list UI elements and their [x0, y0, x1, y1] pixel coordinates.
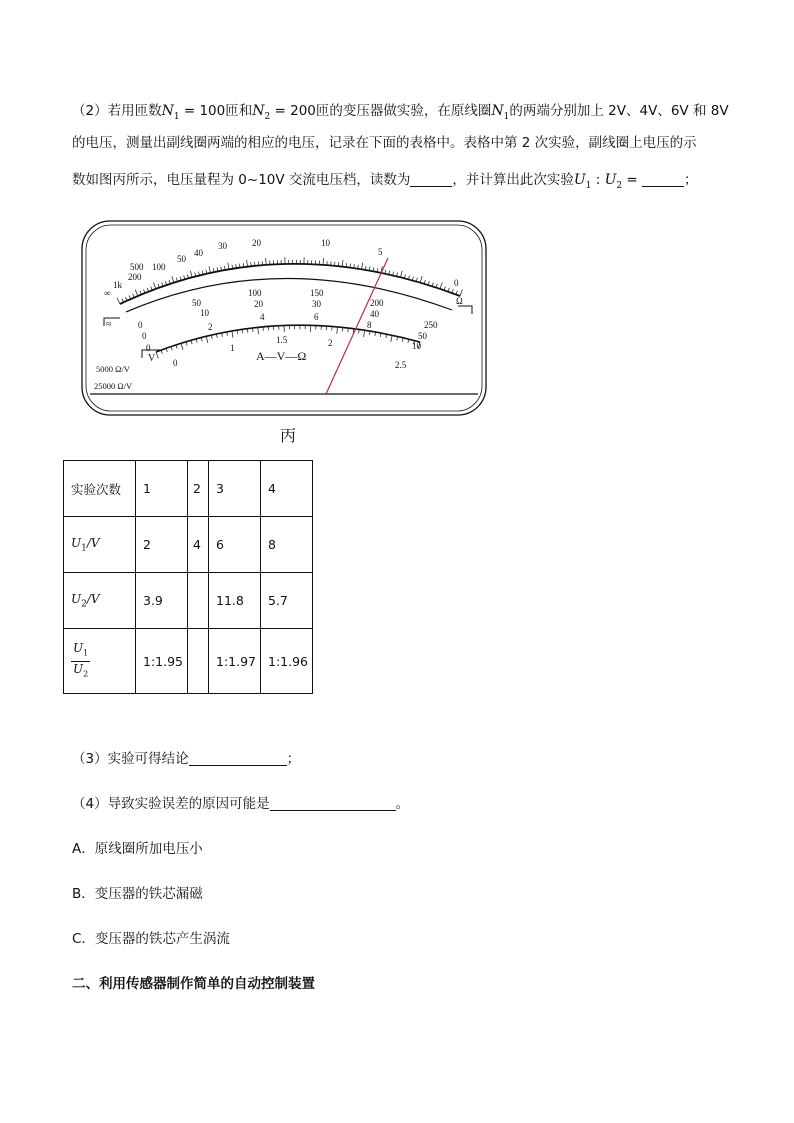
table-row [64, 629, 313, 694]
ac-arc [156, 325, 420, 352]
dc-label: 200 [370, 298, 384, 308]
punctuation: 。 [395, 796, 410, 812]
figure-caption: 丙 [280, 426, 297, 445]
q2-text: ，并计算出此次实验 [452, 172, 574, 188]
scale-tick [342, 260, 343, 267]
ac-label: 0 [146, 343, 151, 353]
table-cell: 1:1.95 [136, 629, 188, 694]
question4 [72, 794, 409, 814]
scale-tick [190, 271, 192, 278]
scale-tick [156, 352, 158, 358]
table-header-cell: 3 [209, 461, 261, 517]
mid-label: 50 [418, 331, 427, 341]
scale-tick [364, 330, 365, 337]
ohm-label: ∞ [104, 288, 111, 298]
n1-symbol: $N_1$ [161, 103, 180, 122]
scale-tick [206, 336, 208, 343]
table-cell: 6 [209, 517, 261, 573]
equals-sign: = [622, 172, 643, 188]
svg-text:Ω: Ω [456, 296, 463, 306]
row-label-u2: $U_2/V$ [64, 573, 136, 629]
n2-value: = 200 [270, 103, 316, 119]
scale-tick [153, 283, 155, 289]
row-label-u1: $U_1/V$ [64, 517, 136, 573]
ohm-label: 200 [128, 272, 142, 282]
ohm-label: 20 [252, 238, 261, 248]
dc-label: 250 [424, 320, 438, 330]
q2-text: 匝的变压器做实验，在原线圈 [315, 103, 492, 119]
scale-tick [258, 327, 259, 334]
ohm-label: 10 [321, 238, 330, 248]
scale-tick [232, 331, 233, 338]
mid-label: 40 [370, 309, 379, 319]
question3 [72, 749, 300, 769]
ohm-arc [120, 264, 460, 304]
q2-text: 数如图丙所示，电压量程为 0~10V 交流电压档，读数为 [72, 172, 411, 188]
table-cell: 1:1.96 [261, 629, 313, 694]
section-heading: 二、利用传感器制作简单的自动控制装置 [72, 976, 315, 992]
data-table [63, 460, 313, 694]
ratio-separator: : [591, 172, 605, 188]
scale-tick [440, 282, 442, 288]
q4-text: （4）导致实验误差的原因可能是 [72, 796, 270, 812]
spec-sensitivity-1: 5000 Ω/V [96, 364, 130, 374]
ac-range-marker [104, 318, 120, 330]
scale-tick [117, 298, 120, 304]
n1-symbol: $N_1$ [491, 103, 510, 122]
ohm-label: 1k [113, 280, 122, 290]
table-row [64, 517, 313, 573]
ac-label: 10 [412, 341, 421, 351]
ohm-label: 30 [218, 241, 227, 251]
table-cell: 2 [136, 517, 188, 573]
error-cause-blank[interactable] [270, 796, 396, 811]
u1-symbol: $U_1$ [573, 172, 592, 191]
ohm-label: 0 [454, 278, 459, 288]
ratio-fraction: $\frac{U_1}{U_2}$ [73, 641, 89, 678]
scale-tick [420, 276, 422, 283]
table-header-cell: 实验次数 [64, 461, 136, 517]
center-label: A—V—Ω [256, 349, 307, 363]
spec-sensitivity-2: 25000 Ω/V [94, 381, 133, 391]
dc-label: 100 [248, 288, 262, 298]
reading-blank[interactable] [410, 172, 452, 187]
scale-tick [135, 290, 138, 296]
meter-inner-frame [86, 225, 482, 411]
table-row [64, 573, 313, 629]
ohm-label: 40 [194, 248, 203, 258]
ac-label: 8 [367, 320, 372, 330]
q2-text: 若用匝数 [107, 103, 162, 119]
option-b[interactable]: B．变压器的铁芯漏磁 [72, 886, 203, 902]
scale-tick [337, 327, 338, 334]
scale-tick [362, 263, 363, 270]
ac-label: 4 [260, 312, 265, 322]
punctuation: ； [286, 751, 301, 767]
option-c[interactable]: C．变压器的铁芯产生涡流 [72, 931, 230, 947]
n2-symbol: $N_2$ [252, 103, 271, 122]
ohm-label: 100 [152, 262, 166, 272]
ohm-label: 500 [130, 262, 144, 272]
table-header-cell: 2 [188, 461, 209, 517]
low-label: 0 [173, 358, 178, 368]
dc-scale-labels [138, 288, 438, 330]
u2-symbol: $U_2$ [604, 172, 623, 191]
mid-label: 10 [200, 308, 209, 318]
dc-label: 0 [138, 320, 143, 330]
q3-text: （3）实验可得结论 [72, 751, 189, 767]
table-cell: 1:1.97 [209, 629, 261, 694]
scale-tick [172, 276, 174, 282]
ac-label: 6 [314, 312, 319, 322]
option-a[interactable]: A．原线圈所加电压小 [72, 841, 203, 857]
question2-line2: 的电压，测量出副线圈两端的相应的电压，记录在下面的表格中。表格中第 2 次实验，副线圈上电压的示 [72, 135, 697, 151]
punctuation: ； [684, 172, 698, 188]
table-cell: 5.7 [261, 573, 313, 629]
row-label-ratio [64, 629, 136, 694]
mid-label: 20 [254, 299, 263, 309]
scale-tick [391, 335, 392, 342]
question2-line1 [72, 101, 729, 127]
table-cell: 11.8 [209, 573, 261, 629]
scale-tick [209, 266, 210, 273]
table-cell-empty[interactable] [188, 629, 209, 694]
scale-tick [401, 271, 403, 278]
low-label: 2 [328, 338, 333, 348]
q2-text: 匝和 [225, 103, 253, 119]
mid-label: 0 [142, 331, 147, 341]
ohm-label: 5 [378, 247, 383, 257]
question2-line3 [72, 170, 698, 196]
dc-label: 150 [310, 288, 324, 298]
dc-label: 50 [192, 298, 201, 308]
svg-text:V: V [148, 353, 156, 364]
low-label: 1 [230, 343, 235, 353]
table-row [64, 461, 313, 517]
scale-tick [247, 260, 248, 267]
table-cell-empty[interactable] [188, 573, 209, 629]
mid-label: 30 [312, 299, 321, 309]
n1-value: = 100 [179, 103, 226, 119]
q2-text: 的两端分别加上 2V、4V、6V 和 8V [509, 103, 729, 119]
table-header-cell: 1 [136, 461, 188, 517]
table-cell: 8 [261, 517, 313, 573]
ohm-right-marker [456, 296, 472, 314]
low-label: 1.5 [276, 335, 288, 345]
multimeter-dial [80, 218, 488, 418]
multimeter-figure [80, 218, 488, 418]
scale-tick [181, 343, 183, 349]
low-label: 2.5 [395, 360, 407, 370]
svg-text:≈: ≈ [106, 319, 112, 330]
ohm-label: 50 [177, 254, 186, 264]
table-cell: 4 [188, 517, 209, 573]
ratio-blank[interactable] [642, 172, 684, 187]
dc-arc [126, 278, 452, 312]
conclusion-blank[interactable] [189, 751, 287, 766]
meter-outer-frame [82, 221, 486, 415]
ac-label: 2 [208, 322, 213, 332]
question-number: （2） [72, 103, 108, 119]
table-cell: 3.9 [136, 573, 188, 629]
scale-tick [228, 263, 229, 270]
table-header-cell: 4 [261, 461, 313, 517]
